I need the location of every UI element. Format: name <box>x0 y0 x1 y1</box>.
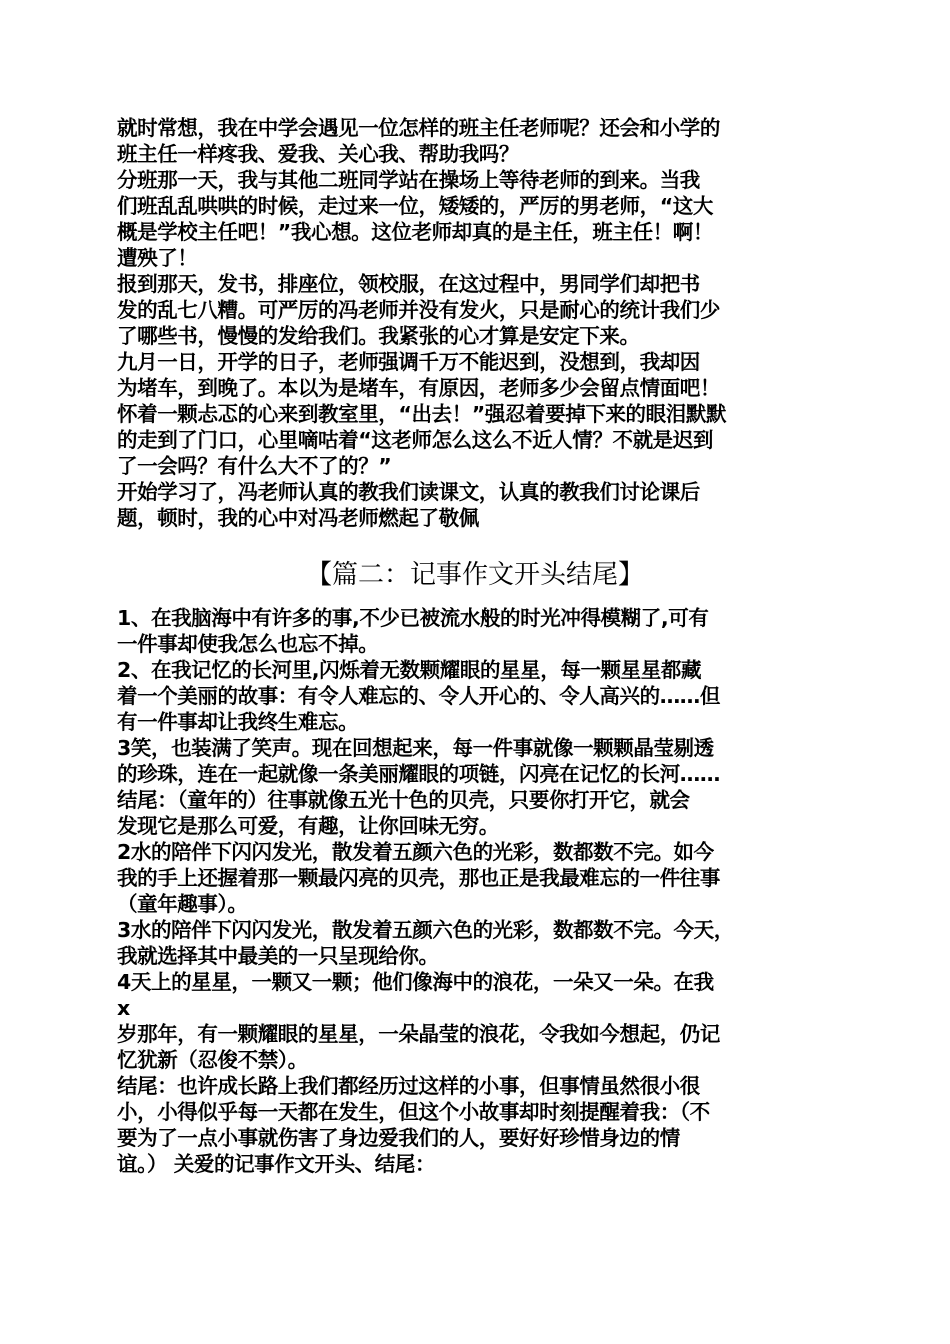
text-line: 发的乱七八糟。可严厉的冯老师并没有发火，只是耐心的统计我们少 <box>117 298 720 322</box>
text-line: 为堵车，到晚了。本以为是堵车，有原因，老师多少会留点情面吧！ <box>117 376 720 400</box>
text-line: x <box>117 996 130 1020</box>
text-line: 分班那一天，我与其他二班同学站在操场上等待老师的到来。当我 <box>117 168 700 192</box>
text-line: 我就选择其中最美的一只呈现给你。 <box>117 944 439 968</box>
text-line: 的珍珠，连在一起就像一条美丽耀眼的项链，闪亮在记忆的长河…… <box>117 762 720 786</box>
text-line: 小，小得似乎每一天都在发生，但这个小故事却时刻提醒着我：（不 <box>117 1100 710 1124</box>
text-line: 班主任一样疼我、爱我、关心我、帮助我吗？ <box>117 142 519 166</box>
text-line: 开始学习了，冯老师认真的教我们读课文，认真的教我们讨论课后 <box>117 480 700 504</box>
text-line: 2水的陪伴下闪闪发光，散发着五颜六色的光彩，数都数不完。如今 <box>117 840 714 864</box>
text-line: 1、在我脑海中有许多的事,不少已被流水般的时光冲得模糊了,可有 <box>117 606 709 630</box>
text-line: 的走到了门口，心里嘀咕着“这老师怎么这么不近人情？不就是迟到 <box>117 428 713 452</box>
text-line: 着一个美丽的故事：有令人难忘的、令人开心的、令人高兴的……但 <box>117 684 720 708</box>
text-line: 发现它是那么可爱，有趣，让你回味无穷。 <box>117 814 499 838</box>
text-line: 报到那天，发书，排座位，领校服，在这过程中，男同学们却把书 <box>117 272 700 296</box>
text-line: 遭殃了！ <box>117 246 198 270</box>
text-line: 3水的陪伴下闪闪发光，散发着五颜六色的光彩，数都数不完。今天， <box>117 918 734 942</box>
text-line: （童年趣事）。 <box>117 892 248 916</box>
text-line: 3笑，也装满了笑声。现在回想起来，每一件事就像一颗颗晶莹剔透 <box>117 736 714 760</box>
text-line: 九月一日，开学的日子，老师强调千万不能迟到，没想到，我却因 <box>117 350 700 374</box>
essay-part-one <box>117 115 842 531</box>
text-line: 忆犹新（忍俊不禁）。 <box>117 1048 308 1072</box>
text-line: 谊。） 关爱的记事作文开头、结尾： <box>117 1152 436 1176</box>
text-line: 4天上的星星，一颗又一颗；他们像海中的浪花，一朵又一朵。在我 <box>117 970 714 994</box>
text-line: 岁那年，有一颗耀眼的星星，一朵晶莹的浪花，令我如今想起，仍记 <box>117 1022 720 1046</box>
essay-part-two <box>117 605 842 1177</box>
text-line: 怀着一颗忐忑的心来到教室里，“出去！”强忍着要掉下来的眼泪默默 <box>117 402 727 426</box>
text-line: 结尾：（童年的）往事就像五光十色的贝壳，只要你打开它，就会 <box>117 788 690 812</box>
text-line: 了哪些书，慢慢的发给我们。我紧张的心才算是安定下来。 <box>117 324 640 348</box>
text-line: 有一件事却让我终生难忘。 <box>117 710 359 734</box>
text-line: 们班乱乱哄哄的时候，走过来一位，矮矮的，严厉的男老师，“这大 <box>117 194 713 218</box>
text-line: 我的手上还握着那一颗最闪亮的贝壳，那也正是我最难忘的一件往事 <box>117 866 720 890</box>
text-line: 题，顿时，我的心中对冯老师燃起了敬佩 <box>117 506 479 530</box>
text-line: 就时常想，我在中学会遇见一位怎样的班主任老师呢？还会和小学的 <box>117 116 720 140</box>
text-line: 要为了一点小事就伤害了身边爱我们的人，要好好珍惜身边的情 <box>117 1126 680 1150</box>
text-line: 一件事却使我怎么也忘不掉。 <box>117 632 379 656</box>
section-heading: 【篇二：记事作文开头结尾】 <box>305 560 644 590</box>
text-line: 结尾：也许成长路上我们都经历过这样的小事，但事情虽然很小很 <box>117 1074 700 1098</box>
text-line: 2、在我记忆的长河里,闪烁着无数颗耀眼的星星，每一颗星星都藏 <box>117 658 702 682</box>
text-line: 了一会吗？有什么大不了的？” <box>117 454 392 478</box>
text-line: 概是学校主任吧！”我心想。这位老师却真的是主任，班主任！啊！ <box>117 220 713 244</box>
